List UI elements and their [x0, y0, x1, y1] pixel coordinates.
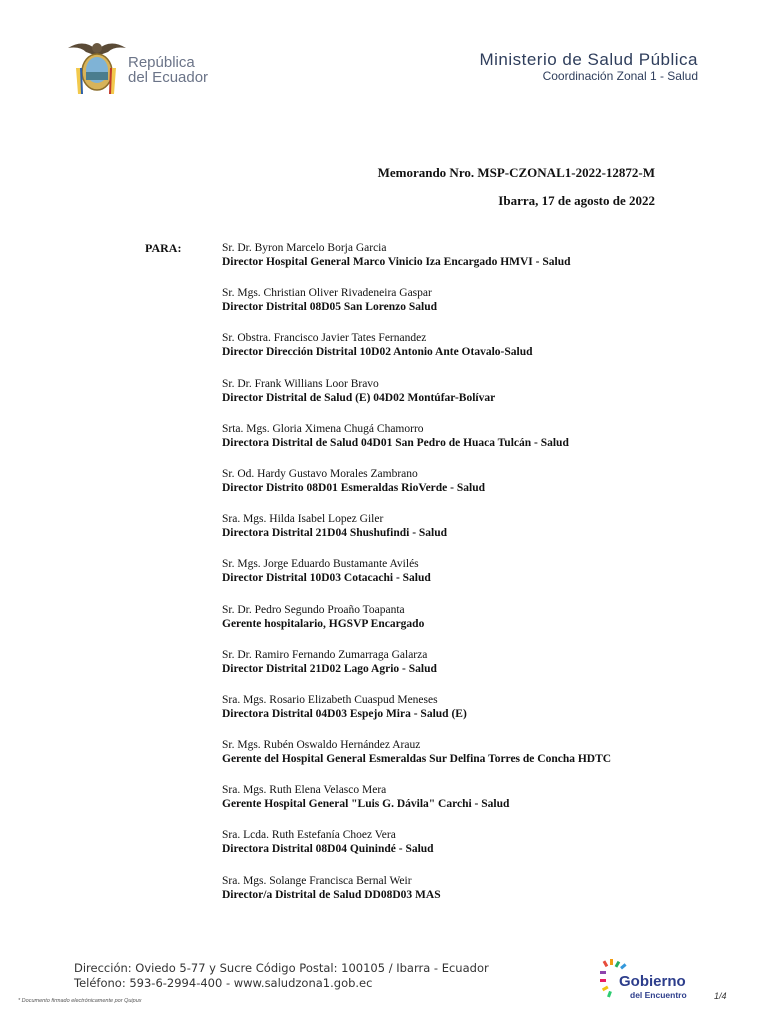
recipient-name: Sr. Mgs. Jorge Eduardo Bustamante Avilés: [222, 558, 419, 571]
memo-date: Ibarra, 17 de agosto de 2022: [498, 193, 655, 208]
para-label: PARA:: [145, 241, 182, 255]
memo-number: Memorando Nro. MSP-CZONAL1-2022-12872-M: [377, 165, 655, 180]
ecuador-coat-of-arms-icon: [66, 38, 128, 96]
recipient-item: [222, 874, 702, 919]
recipient-role: Gerente hospitalario, HGSVP Encargado: [222, 617, 425, 630]
recipient-item: [222, 738, 702, 783]
recipient-name: Sr. Dr. Ramiro Fernando Zumarraga Galarza: [222, 648, 428, 661]
footer-phone: Teléfono: 593-6-2994-400 - www.saludzona1.gob.ec: [74, 976, 373, 990]
page-number: 1/4: [714, 991, 727, 1001]
recipient-role: Gerente del Hospital General Esmeraldas Sur Delfina Torres de Concha HDTC: [222, 753, 612, 766]
country-name-line1: República: [128, 54, 195, 71]
recipient-role: Director/a Distrital de Salud DD08D03 MAS: [222, 888, 441, 901]
ministry-title: Ministerio de Salud Pública: [479, 50, 698, 69]
recipient-name: Sr. Mgs. Rubén Oswaldo Hernández Arauz: [222, 739, 421, 752]
recipient-item: [222, 783, 702, 828]
recipient-role: Directora Distrital 08D04 Quinindé - Salud: [222, 843, 434, 856]
recipient-role: Gerente Hospital General "Luis G. Dávila" Carchi - Salud: [222, 798, 510, 811]
recipient-item: [222, 331, 702, 376]
coordination-subtitle: Coordinación Zonal 1 - Salud: [542, 69, 698, 83]
recipient-role: Director Distrital 08D05 San Lorenzo Salud: [222, 301, 437, 314]
recipient-role: Director Distrital 21D02 Lago Agrio - Salud: [222, 662, 437, 675]
recipient-name: Sr. Od. Hardy Gustavo Morales Zambrano: [222, 467, 418, 480]
recipient-role: Director Dirección Distrital 10D02 Antonio Ante Otavalo-Salud: [222, 346, 533, 359]
recipient-item: [222, 286, 702, 331]
recipient-item: [222, 693, 702, 738]
recipient-item: [222, 467, 702, 512]
recipient-role: Directora Distrital de Salud 04D01 San Pedro de Huaca Tulcán - Salud: [222, 436, 569, 449]
recipient-name: Sr. Dr. Pedro Segundo Proaño Toapanta: [222, 603, 405, 616]
recipient-name: Srta. Mgs. Gloria Ximena Chugá Chamorro: [222, 422, 424, 435]
recipient-name: Sr. Obstra. Francisco Javier Tates Fernandez: [222, 332, 427, 345]
recipient-role: Director Distrital 10D03 Cotacachi - Salud: [222, 572, 431, 585]
recipient-name: Sra. Mgs. Solange Francisca Bernal Weir: [222, 874, 412, 887]
recipient-role: Director Distrital de Salud (E) 04D02 Montúfar-Bolívar: [222, 391, 496, 404]
recipient-name: Sr. Dr. Byron Marcelo Borja Garcia: [222, 242, 387, 254]
recipient-item: [222, 557, 702, 602]
electronic-signature-note: * Documento firmado electrónicamente por Quipux: [18, 998, 142, 1004]
recipient-name: Sra. Lcda. Ruth Estefanía Choez Vera: [222, 829, 396, 842]
recipient-list: [222, 241, 702, 919]
recipient-name: Sr. Mgs. Christian Oliver Rivadeneira Gaspar: [222, 287, 432, 300]
recipient-role: Directora Distrital 21D04 Shushufindi - Salud: [222, 527, 448, 540]
gobierno-logo-title: Gobierno: [619, 973, 686, 990]
footer-address: Dirección: Oviedo 5-77 y Sucre Código Postal: 100105 / Ibarra - Ecuador: [74, 961, 489, 975]
recipient-name: Sr. Dr. Frank Willians Loor Bravo: [222, 377, 379, 390]
recipient-name: Sra. Mgs. Ruth Elena Velasco Mera: [222, 784, 387, 797]
recipient-item: [222, 512, 702, 557]
recipient-item: [222, 648, 702, 693]
gobierno-logo-subtitle: del Encuentro: [630, 990, 687, 1000]
recipient-name: Sra. Mgs. Rosario Elizabeth Cuaspud Meneses: [222, 693, 438, 706]
recipient-item: [222, 828, 702, 873]
recipient-item: [222, 241, 702, 286]
recipient-role: Directora Distrital 04D03 Espejo Mira - Salud (E): [222, 707, 467, 720]
country-name-line2: del Ecuador: [128, 69, 209, 86]
recipient-item: [222, 603, 702, 648]
recipient-role: Director Distrito 08D01 Esmeraldas RioVerde - Salud: [222, 481, 485, 494]
recipient-item: [222, 422, 702, 467]
recipient-role: Director Hospital General Marco Vinicio Iza Encargado HMVI - Salud: [222, 256, 571, 268]
recipient-item: [222, 377, 702, 422]
recipient-name: Sra. Mgs. Hilda Isabel Lopez Giler: [222, 513, 384, 526]
